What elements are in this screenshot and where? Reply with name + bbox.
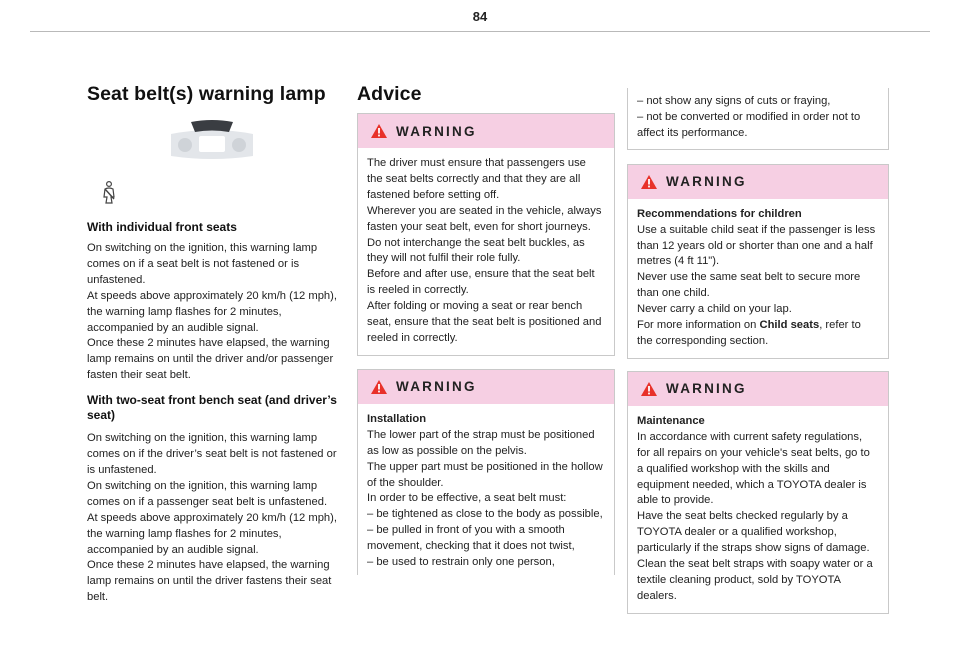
page-number: 84 [472,9,488,24]
warning-text-maintenance: In accordance with current safety regulations, for all repairs on your vehicle's seat belts, go to a qualified workshop with the skills and equipment needed, which a TOYOTA dealer is able to provide. Have the seat belts checked regularly by a TOYOTA dealer or a qualified workshop, particularly if the straps show signs of damage. Clean the seat belt straps with soapy water or a textile cleaning product, sold by TOYOTA dealers. [637,430,873,602]
warning-header [628,372,888,406]
instrument-panel-icon [167,118,257,164]
left-column [87,80,343,606]
warning-triangle-icon [640,174,658,190]
warning-label: WARNING [396,379,477,395]
warning-header [628,165,888,199]
warning-header [358,370,614,404]
child-seats-link[interactable]: Child seats [759,319,820,332]
seat-belt-icon [99,181,119,205]
warning-label: WARNING [666,381,747,397]
heading-individual-seats: With individual front seats [87,220,237,234]
warning-heading-children: Recommendations for children [637,207,802,220]
warning-text-children: Use a suitable child seat if the passenger is less than 12 years old or shorter than one and a half metres (4 ft 11"). Never use the same seat belt to secure more than one child. Never carry a child on your lap. [637,223,876,316]
warning-box-continued [627,88,889,150]
header-divider [30,31,930,32]
warning-text-general: The driver must ensure that passengers use the seat belts correctly and that they are all fastened before setting off. Wherever you are seated in the vehicle, always fasten your seat belt, even for short journeys. Do not interchange the seat belt buckles, as they will not fulfil their role fully. Before and after use, ensure that the seat belt is reeled in correctly. After folding or moving a seat or rear bench seat, ensure that the seat belt is positioned and reeled in correctly. [367,157,602,344]
warning-heading-maintenance: Maintenance [637,414,705,427]
warning-box-children [627,164,889,359]
warning-label: WARNING [666,174,747,190]
child-seats-reference [637,318,878,350]
heading-bench-seat: With two-seat front bench seat (and driver’s seat) [87,393,337,423]
section-title-seat-belt: Seat belt(s) warning lamp [87,83,326,105]
warning-box-general [357,113,615,356]
warning-box-maintenance [627,371,889,614]
warning-triangle-icon [370,379,388,395]
section-title-advice: Advice [357,83,422,105]
reference-prefix: For more information on [637,319,760,332]
warning-text-installation: The lower part of the strap must be positioned as low as possible on the pelvis. The upper part must be positioned in the hollow of the shoulder. In order to be effective, a seat belt must: – be tightened as close to the body as possible, – be pulled in front of you with a smooth movement, checking that it does not twist, – be used to restrain only one person, [367,428,603,569]
right-column [627,88,889,614]
text-bench-seat: On switching on the ignition, this warning lamp comes on if the driver’s seat belt is not fastened or is unfastened. On switching on the ignition, this warning lamp comes on if a passenger seat belt is unfastened. At speeds above approximately 20 km/h (12 mph), the warning lamp flashes for 2 minutes, accompanied by an audible signal. Once these 2 minutes have elapsed, the warning lamp remains on until the driver fastens their seat belt. [87,432,337,604]
warning-heading-installation: Installation [367,412,427,425]
reference-suffix: , refer to the corresponding section. [637,319,861,347]
middle-column [357,80,615,575]
warning-box-installation [357,369,615,575]
warning-label: WARNING [396,123,477,139]
text-individual-seats: On switching on the ignition, this warning lamp comes on if a seat belt is not fastened or is unfastened. At speeds above approximately 20 km/h (12 mph), the warning lamp flashes for 2 minutes, accompanied by an audible signal. Once these 2 minutes have elapsed, the warning lamp remains on until the driver and/or passenger fasten their seat belt. [87,242,337,382]
warning-triangle-icon [640,381,658,397]
warning-text-continued: – not show any signs of cuts or fraying, – not be converted or modified in order not to affect its performance. [637,95,861,139]
warning-header [358,114,614,148]
warning-triangle-icon [370,123,388,139]
